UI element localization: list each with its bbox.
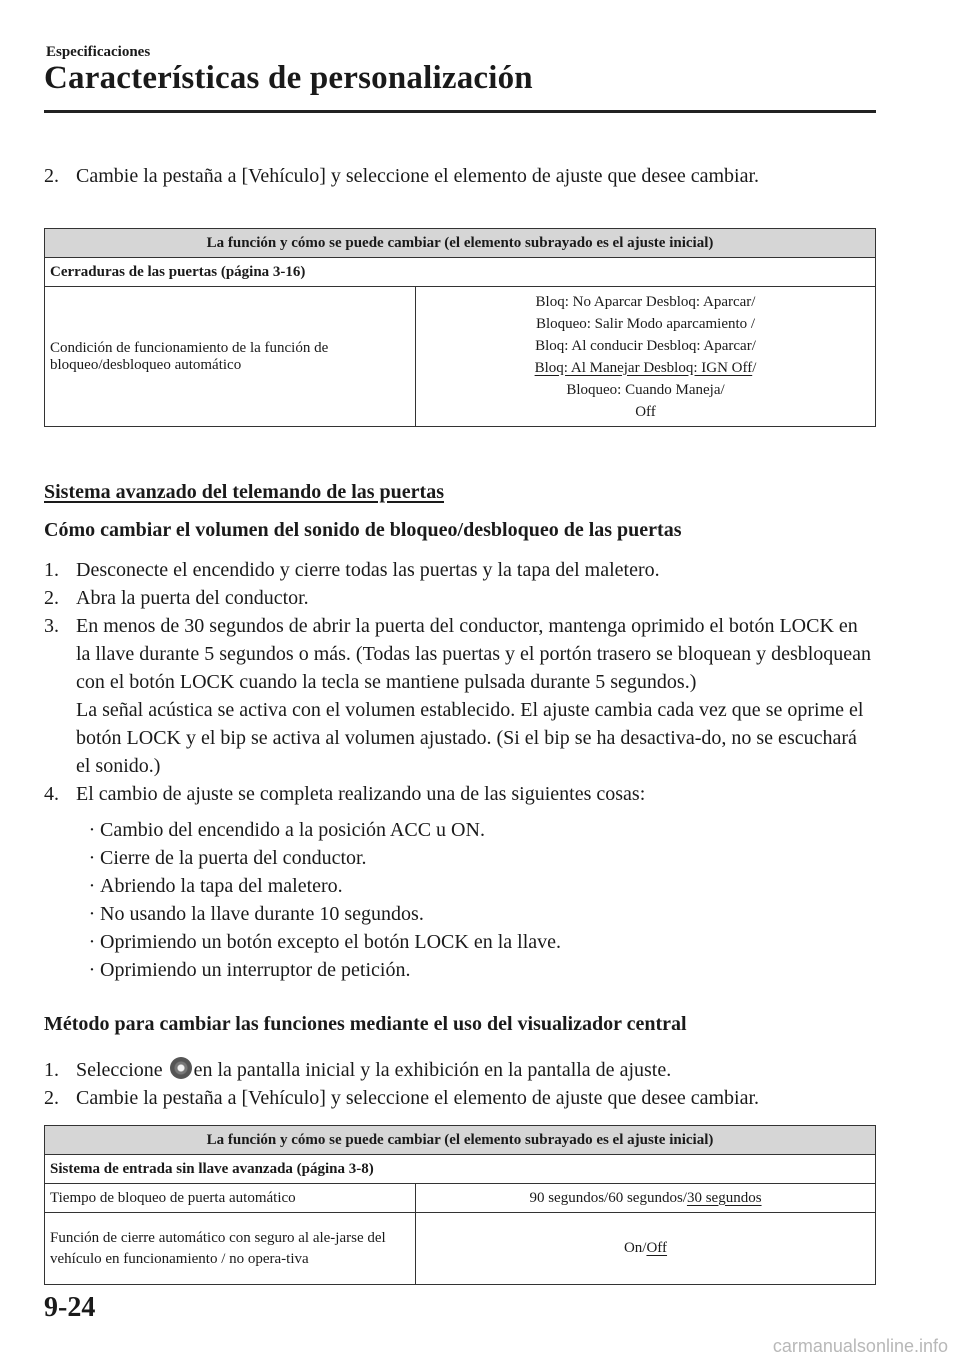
initial-setting-underlined: Bloq: Al Manejar Desbloq: IGN Off [534, 359, 753, 376]
page-number: 9-24 [44, 1292, 96, 1323]
settings-table-door-locks [44, 228, 876, 427]
list-item: 4. El cambio de ajuste se completa realizando una de las siguientes cosas: [44, 783, 646, 805]
table-row: Tiempo de bloqueo de puerta automático 90 segundos/60 segundos/30 segundos [45, 1184, 876, 1213]
bullet-item: · Cierre de la puerta del conductor. [88, 847, 367, 869]
initial-setting-underlined: 30 segundos [686, 1189, 762, 1206]
bullet-item: · Cambio del encendido a la posición ACC u ON. [88, 819, 485, 841]
list-item: 1. Desconecte el encendido y cierre todas las puertas y la tapa del maletero. [44, 559, 660, 581]
bullet-list [84, 816, 876, 984]
table-header: La función y cómo se puede cambiar (el elemento subrayado es el ajuste inicial) [45, 229, 876, 258]
intro-step: 2. Cambie la pestaña a [Vehículo] y seleccione el elemento de ajuste que desee cambiar. [44, 165, 760, 187]
table-header: La función y cómo se puede cambiar (el elemento subrayado es el ajuste inicial) [45, 1126, 876, 1155]
table-subheader: Sistema de entrada sin llave avanzada (página 3-8) [45, 1155, 876, 1184]
section-central-display [44, 1010, 876, 1112]
settings-gear-icon [170, 1057, 192, 1079]
list-item: 2. Abra la puerta del conductor. [44, 587, 309, 609]
bullet-item: · Abriendo la tapa del maletero. [88, 875, 343, 897]
bullet-item: · Oprimiendo un interruptor de petición. [88, 959, 411, 981]
page-title: Características de personalización [44, 60, 533, 96]
section-heading: Sistema avanzado del telemando de las puertas [44, 481, 444, 503]
initial-setting-underlined: Off [646, 1240, 668, 1256]
section-heading: Método para cambiar las funciones mediante el uso del visualizador central [44, 1013, 687, 1035]
list-item: 1. Seleccione en la pantalla inicial y la exhibición en la pantalla de ajuste. [44, 1059, 672, 1081]
table-row-options: Bloq: No Aparcar Desbloq: Aparcar/ Bloqueo: Salir Modo aparcamiento / Bloq: Al conducir Desbloq: Aparcar/ Bloq: Al Manejar Desbloq: IGN Off/ Bloqueo: Cuando Maneja/ Off [416, 287, 876, 427]
bullet-item: · No usando la llave durante 10 segundos. [88, 903, 424, 925]
table-subheader: Cerraduras de las puertas (página 3-16) [45, 258, 876, 287]
section-subheading: Cómo cambiar el volumen del sonido de bloqueo/desbloqueo de las puertas [44, 519, 682, 541]
table-row: Función de cierre automático con seguro al ale-jarse del vehículo en funcionamiento / no opera-tiva On/Off [45, 1213, 876, 1285]
section-door-remote [44, 478, 876, 984]
list-item: La señal acústica se activa con el volumen establecido. El ajuste cambia cada vez que se oprime el botón LOCK y el bip se activa al volumen ajustado. (Si el bip se ha desactiva-do, no se escuchará el sonido.) [76, 699, 864, 777]
bullet-item: · Oprimiendo un botón excepto el botón LOCK en la llave. [88, 931, 562, 953]
table-row-label: Condición de funcionamiento de la función de bloqueo/desbloqueo automático [45, 287, 416, 427]
watermark: carmanualsonline.info [772, 1336, 948, 1356]
section-label: Especificaciones [46, 44, 151, 60]
title-divider [44, 110, 876, 113]
settings-table-keyless-entry [44, 1125, 876, 1285]
list-item: 3. En menos de 30 segundos de abrir la puerta del conductor, mantenga oprimido el botón LOCK en la llave durante 5 segundos o más. (Todas las puertas y el portón trasero se bloquean y desbloquean con el botón LOCK cuando la tecla se mantiene pulsada durante 5 segundos.) [44, 615, 872, 693]
list-item: 2. Cambie la pestaña a [Vehículo] y seleccione el elemento de ajuste que desee cambiar. [44, 1087, 760, 1109]
